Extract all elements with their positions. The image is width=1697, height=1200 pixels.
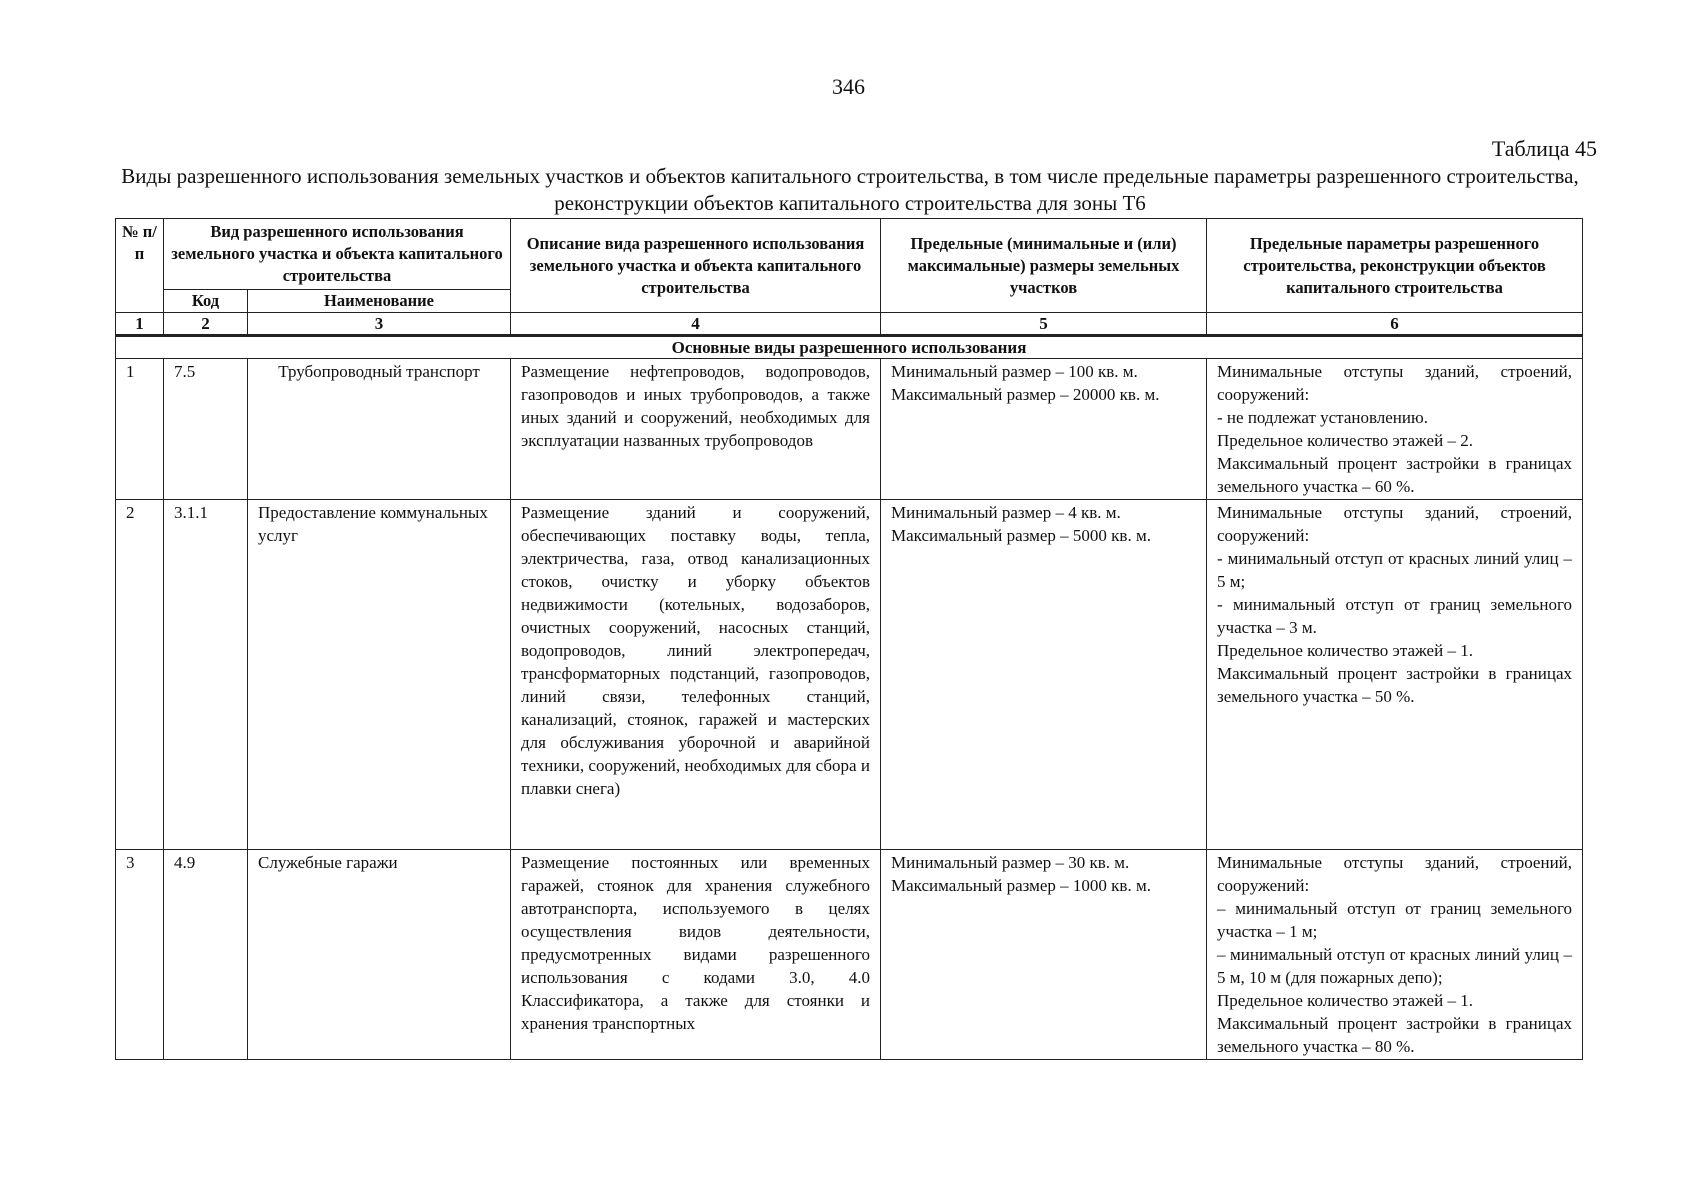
row-params: Минимальные отступы зданий, строений, сооружений: - не подлежат установлению. Предельное количество этажей – 2. Максимальный процент застройки в границах земельного участка – 60 %. [1207,359,1583,500]
row-name: Предоставление коммунальных услуг [248,500,511,850]
column-number: 1 [116,313,164,336]
row-params: Минимальные отступы зданий, строений, сооружений: - минимальный отступ от красных линий улиц – 5 м; - минимальный отступ от границ земельного участка – 3 м. Предельное количество этажей – 1. Максимальный процент застройки в границах земельного участка – 50 %. [1207,500,1583,850]
header-desc: Описание вида разрешенного использования земельного участка и объекта капитального строительства [511,219,881,313]
column-number: 5 [881,313,1207,336]
row-num: 3 [116,850,164,1060]
row-num: 1 [116,359,164,500]
row-name: Трубопроводный транспорт [248,359,511,500]
row-description: Размещение постоянных или временных гаражей, стоянок для хранения служебного автотранспорта, используемого в целях осуществления видов деятельности, предусмотренных видами разрешенного использования с кодами 3.0, 4.0 Классификатора, а также для стоянки и хранения транспортных [511,850,881,1060]
row-num: 2 [116,500,164,850]
header-vid: Вид разрешенного использования земельного участка и объекта капитального строительства [164,219,511,290]
header-num: № п/п [116,219,164,313]
header-sizes: Предельные (минимальные и (или) максимальные) размеры земельных участков [881,219,1207,313]
row-code: 7.5 [164,359,248,500]
header-row [116,219,1583,290]
row-description: Размещение зданий и сооружений, обеспечивающих поставку воды, тепла, электричества, газа, отвод канализационных стоков, очистку и уборку объектов недвижимости (котельных, водозаборов, очистных сооружений, насосных станций, водопроводов, линий электропередач, трансформаторных подстанций, газопроводов, линий связи, телефонных станций, канализаций, стоянок, гаражей и мастерских для обслуживания уборочной и аварийной техники, сооружений, необходимых для сбора и плавки снега) [511,500,881,850]
table-row [116,850,1583,1060]
table-row [116,359,1583,500]
section-title: Основные виды разрешенного использования [116,336,1583,359]
row-sizes: Минимальный размер – 30 кв. м. Максимальный размер – 1000 кв. м. [881,850,1207,1060]
table-caption: Таблица 45 [1491,136,1597,161]
header-params: Предельные параметры разрешенного строительства, реконструкции объектов капитального строительства [1207,219,1583,313]
column-number: 2 [164,313,248,336]
row-code: 4.9 [164,850,248,1060]
column-number: 4 [511,313,881,336]
row-sizes: Минимальный размер – 100 кв. м. Максимальный размер – 20000 кв. м. [881,359,1207,500]
row-code: 3.1.1 [164,500,248,850]
row-sizes: Минимальный размер – 4 кв. м. Максимальный размер – 5000 кв. м. [881,500,1207,850]
land-use-table [115,218,1583,1060]
section-row [116,336,1583,359]
table-row [116,500,1583,850]
column-number: 6 [1207,313,1583,336]
header-kod: Код [164,290,248,313]
page-number: 346 [832,74,865,99]
header-naim: Наименование [248,290,511,313]
column-number: 3 [248,313,511,336]
row-name: Служебные гаражи [248,850,511,1060]
row-description: Размещение нефтепроводов, водопроводов, газопроводов и иных трубопроводов, а также иных зданий и сооружений, необходимых для эксплуатации названных трубопроводов [511,359,881,500]
row-params: Минимальные отступы зданий, строений, сооружений: – минимальный отступ от границ земельного участка – 1 м; – минимальный отступ от красных линий улиц – 5 м, 10 м (для пожарных депо); Предельное количество этажей – 1. Максимальный процент застройки в границах земельного участка – 80 %. [1207,850,1583,1060]
table-title: Виды разрешенного использования земельных участков и объектов капитального строительства, в том числе предельные параметры разрешенного строительства, реконструкции объектов капитального строительства для зоны Т6 [121,164,1579,215]
column-number-row [116,313,1583,336]
